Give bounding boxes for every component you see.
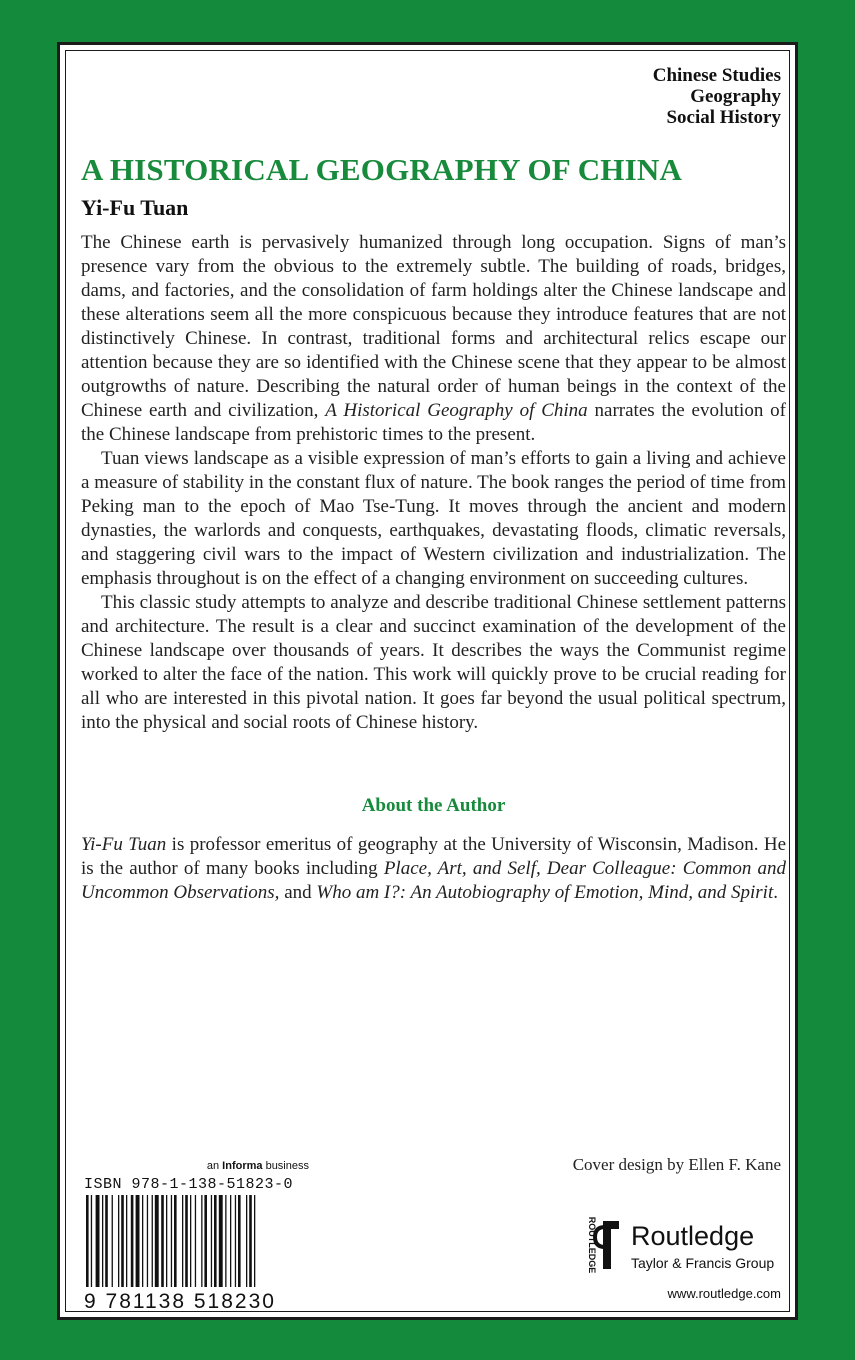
subject-item: Geography	[690, 86, 781, 107]
cover-frame	[57, 42, 798, 1320]
barcode-digits: 9 781138 518230	[84, 1290, 276, 1313]
publisher-group: Taylor & Francis Group	[631, 1255, 775, 1271]
description-paragraph: This classic study attempts to analyze and describe traditional Chinese settlement patterns and architecture. The result is a clear and succinct examination of the development of the Chinese landscape over thousands of years. It describes the ways the Communist regime worked to alter the face of the nation. This work will quickly prove to be crucial reading for all who are interested in this pivotal nation. It goes far beyond the usual political spectrum, into the physical and social roots of Chinese history.	[81, 592, 786, 733]
book-title: A HISTORICAL GEOGRAPHY OF CHINA	[81, 152, 683, 187]
isbn-label: ISBN 978-1-138-51823-0	[84, 1176, 294, 1193]
informa-bold: Informa	[222, 1160, 263, 1172]
publisher-name: Routledge	[631, 1221, 755, 1251]
about-text-part: is professor emeritus of geography at the University of Wisconsin, Madison. He is the author of many books including	[81, 834, 786, 879]
cover-design-credit: Cover design by Ellen F. Kane	[572, 1155, 781, 1174]
description-paragraph: Tuan views landscape as a visible expression of man’s efforts to gain a living and achieve a measure of stability in the constant flux of nature. The book ranges the period of time from Peking man to the epoch of Mao Tse-Tung. It moves through the ancient and modern dynasties, the warlords and conquests, earthquakes, devastating floods, climatic reversals, and staggering civil wars to the impact of Western civilization and industrialization. The emphasis throughout is on the effect of a changing environment on succeeding cultures.	[81, 448, 786, 589]
subject-categories	[653, 65, 781, 128]
book-description	[81, 231, 786, 735]
about-author-text	[81, 833, 786, 905]
about-text-part: and	[279, 882, 317, 903]
subject-item: Social History	[666, 107, 781, 128]
book-title-italic: Who am I?: An Autobiography of Emotion, Mind, and Spirit	[316, 882, 774, 903]
author-name-italic: Yi-Fu Tuan	[81, 834, 167, 855]
paragraph-title-italic: A Historical Geography of China	[325, 400, 588, 421]
publisher-website: www.routledge.com	[667, 1286, 781, 1301]
book-title-italic: Place, Art, and Self, Dear Colleague: Common and Uncommon Observations,	[81, 858, 786, 903]
publisher-logo	[583, 1217, 788, 1277]
informa-business-label	[84, 1160, 309, 1172]
barcode-block	[84, 1160, 309, 1314]
logo-vertical-text: ROUTLEDGE	[587, 1217, 597, 1274]
about-text-part: .	[773, 882, 778, 903]
subject-item: Chinese Studies	[652, 65, 781, 86]
paragraph-text: The Chinese earth is pervasively humanized through long occupation. Signs of man’s presence vary from the obvious to the extremely subtle. The building of roads, bridges, dams, and factories, and the consolidation of farm holdings alter the Chinese landscape and these alterations seem all the more conspicuous because they introduce features that are not distinctively Chinese. In contrast, traditional forms and architectural relics escape our attention because they are so identified with the Chinese scene that they appear to be almost outgrowths of nature. Describing the natural order of human beings in the context of the Chinese earth and civilization,	[81, 232, 786, 421]
about-author-heading: About the Author	[361, 795, 506, 816]
book-author: Yi-Fu Tuan	[81, 195, 189, 220]
informa-suffix: business	[262, 1160, 309, 1172]
description-paragraph	[81, 231, 786, 447]
barcode-icon	[84, 1195, 309, 1287]
informa-prefix: an	[206, 1160, 223, 1172]
routledge-logo-icon	[583, 1217, 627, 1277]
paragraph-text: narrates the evolution of the Chinese landscape from prehistoric times to the present.	[81, 400, 786, 445]
